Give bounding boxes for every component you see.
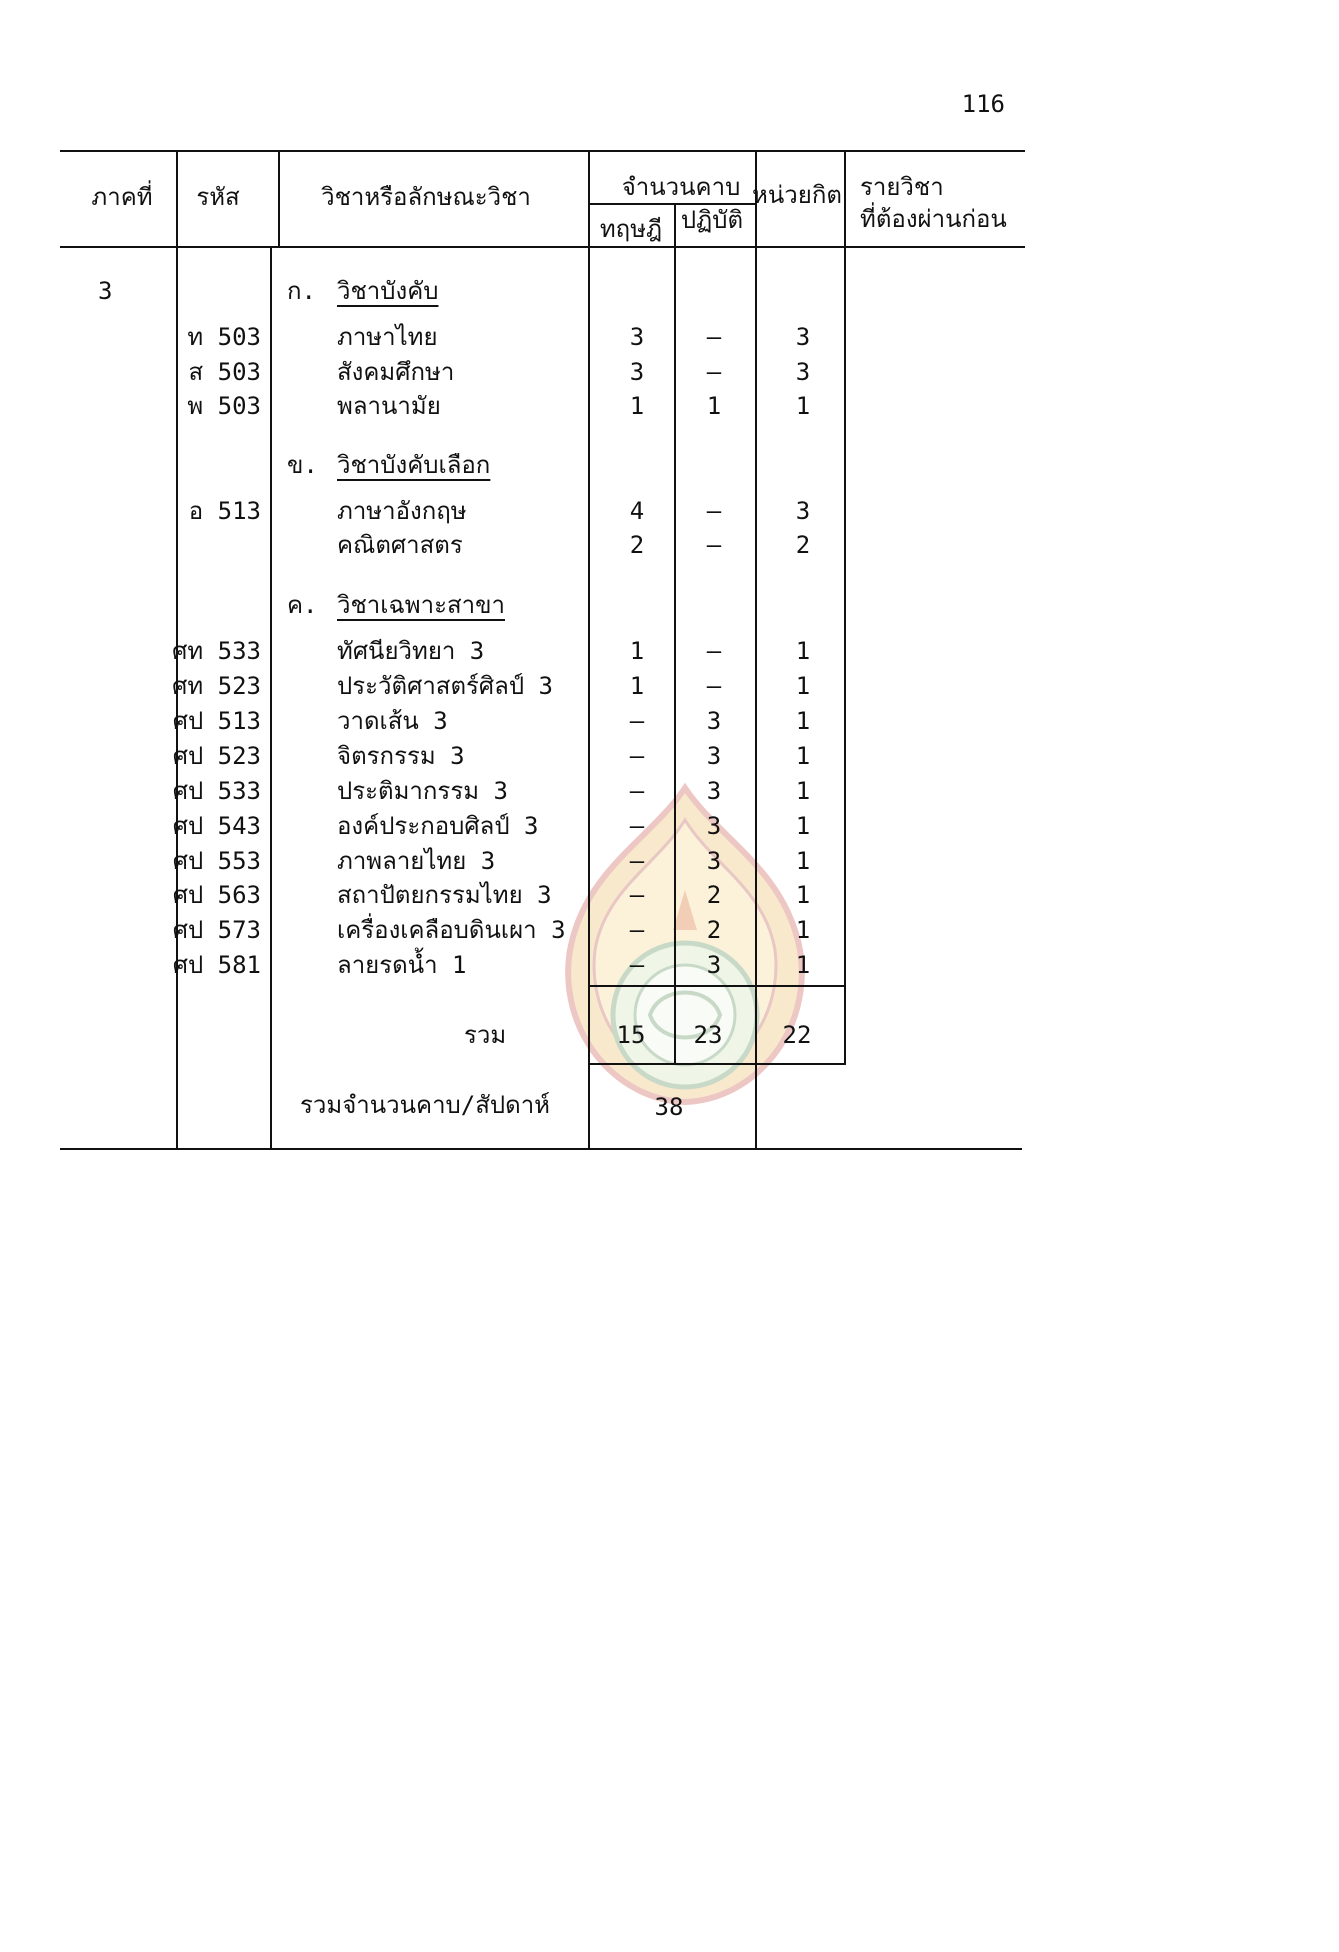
credits: 1: [795, 916, 811, 944]
course-name: องค์ประกอบศิลป์ 3: [337, 812, 539, 840]
theory-periods: 1: [629, 672, 645, 700]
section-marker: ค.: [287, 591, 318, 619]
total-theory: 15: [616, 1021, 646, 1049]
course-code: ศท 523: [172, 672, 261, 700]
credits: 1: [795, 847, 811, 875]
practice-periods: 3: [706, 707, 722, 735]
theory-periods: 3: [629, 358, 645, 386]
course-name: พลานามัย: [337, 392, 441, 420]
section-marker: ก.: [287, 277, 316, 305]
practice-periods: 3: [706, 951, 722, 979]
theory-periods: –: [629, 881, 645, 909]
header-term: ภาคที่: [91, 183, 153, 211]
col-divider-credits: [844, 150, 846, 1065]
practice-periods: –: [706, 323, 722, 351]
section-marker: ข.: [287, 451, 318, 479]
course-code: ศป 581: [172, 951, 261, 979]
col-divider-term-head: [176, 150, 178, 248]
theory-periods: –: [629, 847, 645, 875]
theory-periods: –: [629, 951, 645, 979]
course-code: อ 513: [188, 497, 261, 525]
credits: 1: [795, 637, 811, 665]
credits: 3: [795, 358, 811, 386]
theory-periods: –: [629, 742, 645, 770]
practice-periods: –: [706, 531, 722, 559]
practice-periods: 2: [706, 916, 722, 944]
practice-periods: 3: [706, 847, 722, 875]
course-code: ศป 513: [172, 707, 261, 735]
credits: 3: [795, 497, 811, 525]
header-prereq-line1: รายวิชา: [860, 173, 944, 201]
col-divider-practice: [755, 150, 757, 1148]
col-divider-theory: [674, 203, 676, 1065]
practice-periods: 2: [706, 881, 722, 909]
course-name: ทัศนียวิทยา 3: [337, 637, 485, 665]
credits: 1: [795, 672, 811, 700]
course-code: ท 503: [187, 323, 261, 351]
col-divider-subject: [588, 150, 590, 1148]
course-code: ศท 533: [172, 637, 261, 665]
practice-periods: 3: [706, 812, 722, 840]
practice-periods: –: [706, 358, 722, 386]
course-name: จิตรกรรม 3: [337, 742, 465, 770]
term-value: 3: [98, 277, 113, 305]
theory-periods: –: [629, 812, 645, 840]
course-name: สังคมศึกษา: [337, 358, 455, 386]
course-name: ลายรดน้ำ 1: [337, 951, 467, 979]
credits: 1: [795, 742, 811, 770]
page-number: 116: [961, 90, 1005, 118]
theory-periods: –: [629, 916, 645, 944]
course-code: ศป 563: [172, 881, 261, 909]
section-title: วิชาบังคับ: [337, 277, 439, 305]
practice-periods: –: [706, 672, 722, 700]
header-credits: หน่วยกิต: [752, 181, 842, 209]
course-name: ภาษาไทย: [337, 323, 438, 351]
course-code: ศป 543: [172, 812, 261, 840]
theory-periods: 4: [629, 497, 645, 525]
practice-periods: 3: [706, 742, 722, 770]
section-title: วิชาเฉพาะสาขา: [337, 591, 505, 619]
col-divider-code: [270, 246, 272, 1148]
course-code: ศป 573: [172, 916, 261, 944]
credits: 3: [795, 323, 811, 351]
theory-periods: 2: [629, 531, 645, 559]
course-code: พ 503: [187, 392, 261, 420]
course-name: คณิตศาสตร: [337, 531, 463, 559]
course-code: ศป 523: [172, 742, 261, 770]
header-prereq-line2: ที่ต้องผ่านก่อน: [860, 205, 1007, 233]
credits: 1: [795, 951, 811, 979]
section-title: วิชาบังคับเลือก: [337, 451, 491, 479]
course-code: ศป 553: [172, 847, 261, 875]
credits: 1: [795, 812, 811, 840]
col-divider-code-head: [278, 150, 280, 248]
header-code: รหัส: [196, 183, 240, 211]
totals-label: รวม: [464, 1021, 507, 1049]
practice-periods: 3: [706, 777, 722, 805]
total-practice: 23: [693, 1021, 723, 1049]
course-name: ภาพลายไทย 3: [337, 847, 496, 875]
table-top-rule: [60, 150, 1025, 152]
theory-periods: 1: [629, 392, 645, 420]
weekly-periods-label: รวมจำนวนคาบ/สัปดาห์: [300, 1091, 550, 1119]
theory-periods: –: [629, 707, 645, 735]
total-credits: 22: [782, 1021, 812, 1049]
theory-periods: –: [629, 777, 645, 805]
header-periods: จำนวนคาบ: [621, 173, 741, 201]
periods-subheader-rule: [588, 203, 755, 205]
practice-periods: –: [706, 637, 722, 665]
header-subject: วิชาหรือลักษณะวิชา: [321, 183, 531, 211]
course-name: ภาษาอังกฤษ: [337, 497, 467, 525]
header-practice: ปฏิบัติ: [680, 206, 744, 234]
theory-periods: 1: [629, 637, 645, 665]
seal-watermark: [555, 780, 815, 1110]
totals-bottom-rule: [588, 1063, 846, 1065]
header-bottom-rule: [60, 246, 1025, 248]
theory-periods: 3: [629, 323, 645, 351]
credits: 2: [795, 531, 811, 559]
header-theory: ทฤษฎี: [599, 215, 663, 243]
course-name: ประติมากรรม 3: [337, 777, 508, 805]
course-name: วาดเส้น 3: [337, 707, 448, 735]
practice-periods: 1: [706, 392, 722, 420]
credits: 1: [795, 777, 811, 805]
credits: 1: [795, 707, 811, 735]
course-name: เครื่องเคลือบดินเผา 3: [337, 916, 566, 944]
course-code: ศป 533: [172, 777, 261, 805]
credits: 1: [795, 881, 811, 909]
course-name: ประวัติศาสตร์ศิลป์ 3: [337, 672, 553, 700]
practice-periods: –: [706, 497, 722, 525]
course-name: สถาปัตยกรรมไทย 3: [337, 881, 552, 909]
weekly-periods-value: 38: [654, 1093, 684, 1121]
table-bottom-rule: [60, 1148, 1022, 1150]
credits: 1: [795, 392, 811, 420]
course-code: ส 503: [188, 358, 261, 386]
totals-top-rule: [588, 985, 846, 987]
